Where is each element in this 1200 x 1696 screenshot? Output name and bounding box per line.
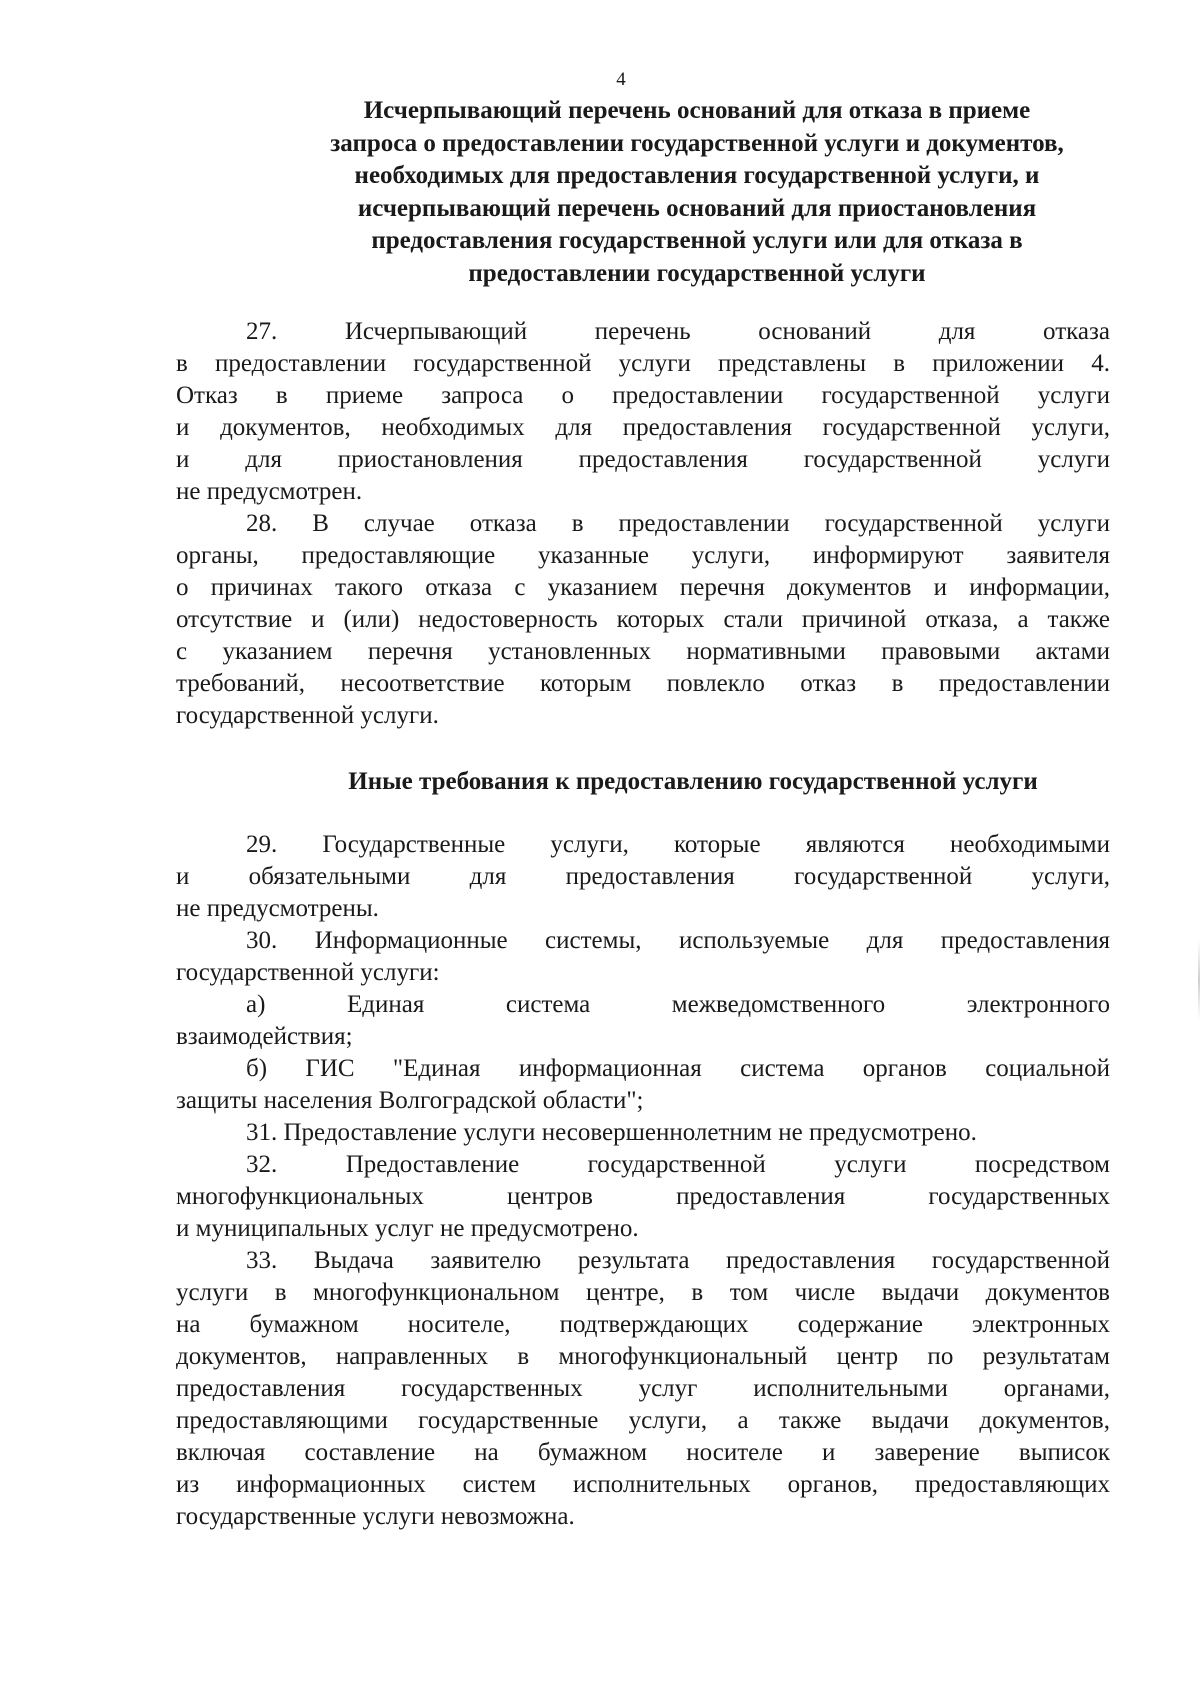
text-line: не предусмотрен. [176, 478, 363, 505]
text-line: услуги в многофункциональном центре, в том числе выдачи документов [176, 1278, 1110, 1306]
text-line: 27. Исчерпывающий перечень оснований для отказа [246, 318, 1110, 345]
heading-line: исчерпывающий перечень оснований для приостановления [357, 194, 1037, 222]
paragraph-31 [176, 1117, 1110, 1149]
text-line: 28. В случае отказа в предоставлении государственной услуги [246, 510, 1110, 537]
text-line: и для приостановления предоставления государственной услуги [176, 446, 1110, 473]
page-number: 4 [616, 69, 626, 90]
section-heading-other-requirements: Иные требования к предоставлению государственной услуги [348, 768, 1038, 795]
text-line: 32. Предоставление государственной услуги посредством [246, 1150, 1110, 1178]
paragraph-29 [176, 829, 1110, 925]
text-line: государственной услуги. [176, 702, 439, 729]
text-line: и муниципальных услуг не предусмотрено. [176, 1214, 639, 1242]
paragraph-32 [176, 1149, 1110, 1245]
heading-line: Исчерпывающий перечень оснований для отказа в приеме [363, 97, 1031, 124]
paragraph-33 [176, 1245, 1110, 1533]
text-line: отсутствие и (или) недостоверность которых стали причиной отказа, а также [176, 606, 1110, 633]
text-line: защиты населения Волгоградской области"; [176, 1086, 644, 1114]
text-line: в предоставлении государственной услуги представлены в приложении 4. [176, 350, 1110, 377]
text-line: органы, предоставляющие указанные услуги, информируют заявителя [176, 542, 1110, 569]
paragraph-27 [176, 316, 1110, 508]
text-line: включая составление на бумажном носителе и заверение выписок [176, 1438, 1110, 1466]
text-line: государственной услуги: [176, 958, 440, 986]
text-line: 30. Информационные системы, используемые для предоставления [246, 926, 1110, 954]
text-line: и обязательными для предоставления государственной услуги, [176, 862, 1110, 890]
section-heading-refusal-grounds [176, 95, 1110, 290]
text-line: из информационных систем исполнительных органов, предоставляющих [176, 1470, 1110, 1498]
text-line: требований, несоответствие которым повлекло отказ в предоставлении [176, 670, 1110, 697]
text-line: государственные услуги невозможна. [176, 1502, 575, 1530]
paragraph-30 [176, 925, 1110, 989]
heading-line: необходимых для предоставления государственной услуги, и [354, 162, 1040, 189]
text-line: с указанием перечня установленных нормативными правовыми актами [176, 638, 1110, 665]
heading-line: запроса о предоставлении государственной услуги и документов, [330, 129, 1064, 157]
text-line: и документов, необходимых для предоставления государственной услуги, [176, 414, 1110, 441]
paragraph-28 [176, 508, 1110, 732]
paragraph-30b [176, 1053, 1110, 1117]
text-line: многофункциональных центров предоставления государственных [176, 1182, 1110, 1210]
text-line: а) Единая система межведомственного электронного [246, 990, 1110, 1018]
heading-line: предоставлении государственной услуги [468, 259, 926, 287]
text-line: б) ГИС "Единая информационная система органов социальной [246, 1054, 1110, 1082]
text-line: 31. Предоставление услуги несовершеннолетним не предусмотрено. [246, 1118, 977, 1146]
text-line: предоставляющими государственные услуги, а также выдачи документов, [176, 1406, 1110, 1434]
text-line: Отказ в приеме запроса о предоставлении государственной услуги [176, 382, 1110, 409]
text-line: 33. Выдача заявителю результата предоставления государственной [246, 1246, 1110, 1274]
text-line: на бумажном носителе, подтверждающих содержание электронных [176, 1310, 1110, 1338]
text-line: 29. Государственные услуги, которые являются необходимыми [246, 830, 1110, 858]
text-line: взаимодействия; [176, 1022, 353, 1050]
text-line: не предусмотрены. [176, 894, 379, 922]
text-line: о причинах такого отказа с указанием перечня документов и информации, [176, 574, 1110, 601]
page-content [176, 95, 1110, 1533]
heading-line: предоставления государственной услуги или для отказа в [371, 227, 1023, 254]
text-line: документов, направленных в многофункциональный центр по результатам [176, 1342, 1110, 1370]
paragraph-30a [176, 989, 1110, 1053]
text-line: предоставления государственных услуг исполнительными органами, [176, 1374, 1110, 1402]
